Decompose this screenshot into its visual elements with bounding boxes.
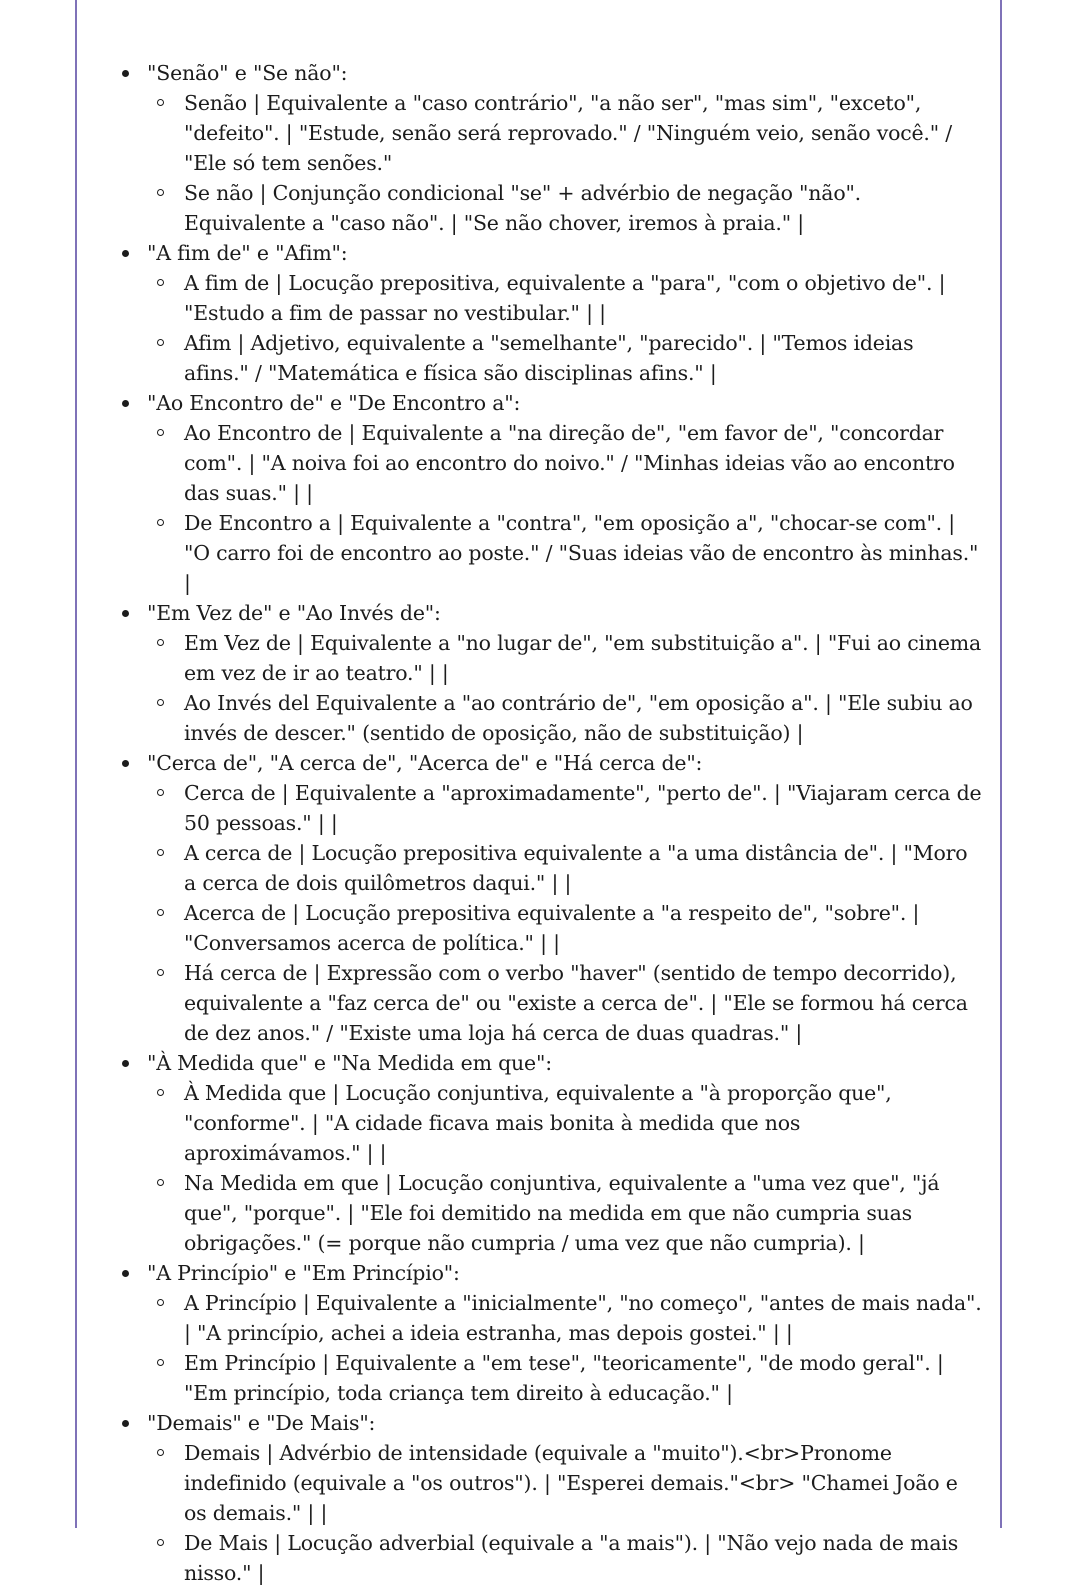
circle-bullet-icon	[157, 789, 164, 796]
document-page	[75, 0, 1002, 1585]
entry-list	[147, 628, 982, 748]
bullet-icon	[122, 250, 129, 257]
entry-item	[184, 688, 982, 748]
entry-item	[184, 508, 982, 598]
circle-bullet-icon	[157, 849, 164, 856]
entry-list	[147, 268, 982, 388]
circle-bullet-icon	[157, 1179, 164, 1186]
topic-title: "Senão" e "Se não":	[147, 61, 348, 85]
entry-item	[184, 1168, 982, 1258]
entry-item	[184, 178, 982, 238]
entry-text: Senão | Equivalente a "caso contrário", "a não ser", "mas sim", "exceto", "defeito". | "Estude, senão será reprovado." / "Ninguém veio, senão você." / "Ele só tem senões."	[184, 91, 953, 175]
entry-item	[184, 268, 982, 328]
circle-bullet-icon	[157, 969, 164, 976]
topic-title: "Em Vez de" e "Ao Invés de":	[147, 601, 441, 625]
topic-item	[122, 238, 982, 388]
entry-text: Afim | Adjetivo, equivalente a "semelhante", "parecido". | "Temos ideias afins." / "Matemática e física são disciplinas afins." |	[184, 331, 914, 385]
entry-text: De Mais | Locução adverbial (equivale a "a mais"). | "Não vejo nada de mais nisso." |	[184, 1531, 959, 1585]
topic-title: "À Medida que" e "Na Medida em que":	[147, 1051, 552, 1075]
topic-item	[122, 58, 982, 238]
bullet-icon	[122, 1060, 129, 1067]
circle-bullet-icon	[157, 909, 164, 916]
topic-title: "Demais" e "De Mais":	[147, 1411, 376, 1435]
entry-list	[147, 778, 982, 1048]
bullet-icon	[122, 1420, 129, 1427]
entry-text: De Encontro a | Equivalente a "contra", "em oposição a", "chocar-se com". | "O carro foi de encontro ao poste." / "Suas ideias vão de encontro às minhas." |	[184, 511, 979, 595]
bullet-icon	[122, 400, 129, 407]
entry-text: Na Medida em que | Locução conjuntiva, equivalente a "uma vez que", "já que", "porque". | "Ele foi demitido na medida em que não cumpria suas obrigações." (= porque não cumpria / uma vez que não cumpria). |	[184, 1171, 940, 1255]
entry-list	[147, 418, 982, 598]
circle-bullet-icon	[157, 699, 164, 706]
topic-title: "A Princípio" e "Em Princípio":	[147, 1261, 460, 1285]
entry-text: Há cerca de | Expressão com o verbo "haver" (sentido de tempo decorrido), equivalente a "faz cerca de" ou "existe a cerca de". | "Ele se formou há cerca de dez anos." / "Existe uma loja há cerca de duas quadras." |	[184, 961, 968, 1045]
entry-text: A Princípio | Equivalente a "inicialmente", "no começo", "antes de mais nada". | "A princípio, achei a ideia estranha, mas depois gostei." | |	[184, 1291, 982, 1345]
bullet-icon	[122, 760, 129, 767]
circle-bullet-icon	[157, 279, 164, 286]
entry-text: A cerca de | Locução prepositiva equivalente a "a uma distância de". | "Moro a cerca de dois quilômetros daqui." | |	[184, 841, 968, 895]
entry-text: Acerca de | Locução prepositiva equivalente a "a respeito de", "sobre". | "Conversamos acerca de política." | |	[184, 901, 920, 955]
circle-bullet-icon	[157, 1449, 164, 1456]
topic-item	[122, 748, 982, 1048]
entry-text: Cerca de | Equivalente a "aproximadamente", "perto de". | "Viajaram cerca de 50 pessoas." | |	[184, 781, 982, 835]
entry-list	[147, 1438, 982, 1588]
entry-text: Ao Invés del Equivalente a "ao contrário de", "em oposição a". | "Ele subiu ao invés de descer." (sentido de oposição, não de substituição) |	[184, 691, 973, 745]
topic-item	[122, 598, 982, 748]
entry-item	[184, 1078, 982, 1168]
entry-list	[147, 1078, 982, 1258]
circle-bullet-icon	[157, 1089, 164, 1096]
entry-item	[184, 418, 982, 508]
entry-item	[184, 898, 982, 958]
entry-item	[184, 88, 982, 178]
entry-item	[184, 1348, 982, 1408]
entry-text: Em Princípio | Equivalente a "em tese", "teoricamente", "de modo geral". | "Em princípio, toda criança tem direito à educação." |	[184, 1351, 944, 1405]
circle-bullet-icon	[157, 1299, 164, 1306]
topic-title: "A fim de" e "Afim":	[147, 241, 348, 265]
circle-bullet-icon	[157, 339, 164, 346]
topic-item	[122, 388, 982, 598]
circle-bullet-icon	[157, 189, 164, 196]
bullet-icon	[122, 1270, 129, 1277]
entry-item	[184, 1288, 982, 1348]
entry-item	[184, 838, 982, 898]
bullet-icon	[122, 610, 129, 617]
entry-item	[184, 328, 982, 388]
circle-bullet-icon	[157, 429, 164, 436]
topic-title: "Ao Encontro de" e "De Encontro a":	[147, 391, 521, 415]
topic-list	[122, 58, 982, 1588]
entry-item	[184, 1528, 982, 1588]
entry-text: Se não | Conjunção condicional "se" + advérbio de negação "não". Equivalente a "caso não". | "Se não chover, iremos à praia." |	[184, 181, 862, 235]
circle-bullet-icon	[157, 639, 164, 646]
entry-text: Ao Encontro de | Equivalente a "na direção de", "em favor de", "concordar com". | "A noiva foi ao encontro do noivo." / "Minhas ideias vão ao encontro das suas." | |	[184, 421, 955, 505]
bullet-icon	[122, 70, 129, 77]
entry-text: A fim de | Locução prepositiva, equivalente a "para", "com o objetivo de". | "Estudo a fim de passar no vestibular." | |	[184, 271, 946, 325]
entry-text: Em Vez de | Equivalente a "no lugar de", "em substituição a". | "Fui ao cinema em vez de ir ao teatro." | |	[184, 631, 982, 685]
circle-bullet-icon	[157, 519, 164, 526]
topic-item	[122, 1048, 982, 1258]
topic-title: "Cerca de", "A cerca de", "Acerca de" e "Há cerca de":	[147, 751, 703, 775]
entry-item	[184, 1438, 982, 1528]
circle-bullet-icon	[157, 1539, 164, 1546]
circle-bullet-icon	[157, 99, 164, 106]
topic-item	[122, 1258, 982, 1408]
entry-list	[147, 1288, 982, 1408]
entry-text: À Medida que | Locução conjuntiva, equivalente a "à proporção que", "conforme". | "A cidade ficava mais bonita à medida que nos aproximávamos." | |	[184, 1081, 892, 1165]
entry-item	[184, 628, 982, 688]
entry-item	[184, 958, 982, 1048]
entry-text: Demais | Advérbio de intensidade (equivale a "muito").<br>Pronome indefinido (equivale a "os outros"). | "Esperei demais."<br> "Chamei João e os demais." | |	[184, 1441, 958, 1525]
entry-item	[184, 778, 982, 838]
topic-item	[122, 1408, 982, 1588]
document-content	[122, 58, 982, 1588]
entry-list	[147, 88, 982, 238]
circle-bullet-icon	[157, 1359, 164, 1366]
